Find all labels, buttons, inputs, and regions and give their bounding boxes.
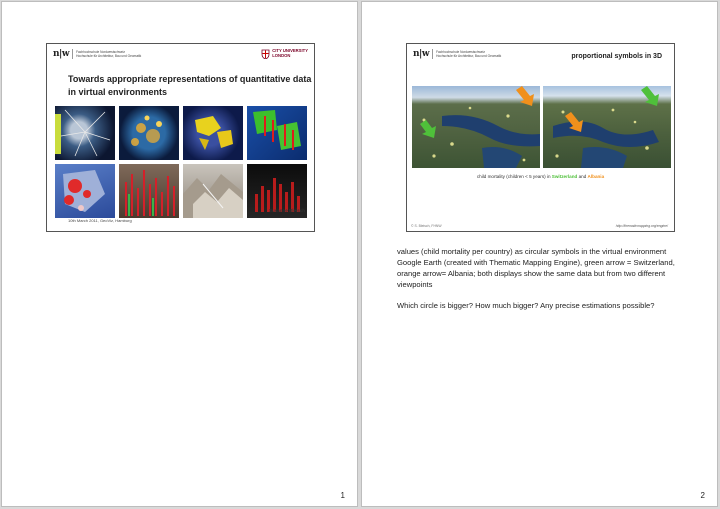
slide-title-line2: in virtual environments bbox=[68, 87, 168, 97]
caption-switzerland: Switzerland bbox=[551, 174, 578, 179]
page-number: 1 bbox=[340, 491, 345, 500]
caption-prefix: child mortality (children < 5 years) in bbox=[476, 174, 552, 179]
thumbnail-map-red-circles bbox=[55, 164, 115, 218]
city-crest-icon bbox=[261, 49, 270, 59]
google-earth-view-1 bbox=[412, 86, 540, 168]
slide-caption bbox=[407, 174, 674, 179]
thumbnail-globe-circles bbox=[119, 106, 179, 160]
fhnw-logo-line1: Fachhochschule Nordwestschweiz bbox=[76, 50, 125, 54]
google-earth-view-2 bbox=[543, 86, 671, 168]
slide-author: Susanne Bleisch bbox=[268, 208, 305, 213]
handout-page-1 bbox=[1, 1, 358, 507]
visualization-thumbnails bbox=[55, 106, 309, 219]
fhnw-logo-line2: Hochschule für Architektur, Bau und Geomatik bbox=[76, 54, 142, 58]
fhnw-logo bbox=[413, 49, 501, 59]
slide-heading: proportional symbols in 3D bbox=[571, 53, 662, 60]
thumbnail-globe-yellow-regions bbox=[183, 106, 243, 160]
proportional-symbols-slide bbox=[406, 43, 675, 232]
page-number: 2 bbox=[700, 491, 705, 500]
slide-date: 10th March 2011, GeoViz, Hamburg bbox=[68, 218, 132, 223]
slide-title-line1: Towards appropriate representations of quantitative data bbox=[68, 74, 312, 84]
notes-paragraph-1: values (child mortality per country) as circular symbols in the virtual environment Google Earth (created with Thematic Mapping Engine), green arrow = Switzerland, orange arrow= Albania; both displays show the same data but from two different viewpoints bbox=[397, 247, 675, 289]
slide-source-link: http://thematicmapping.org/engine/ bbox=[615, 224, 668, 228]
slide-title bbox=[68, 73, 311, 99]
fhnw-logo bbox=[53, 49, 141, 59]
caption-albania: Albania bbox=[587, 174, 605, 179]
fhnw-logo-mark: n|w bbox=[53, 49, 73, 59]
fhnw-logo-mark: n|w bbox=[413, 49, 433, 59]
handout-page-2 bbox=[361, 1, 718, 507]
caption-mid: and bbox=[577, 174, 588, 179]
thumbnail-globe-green-red bbox=[247, 106, 307, 160]
thumbnail-terrain-grey bbox=[183, 164, 243, 218]
switzerland-arrow-icon bbox=[420, 120, 436, 138]
switzerland-arrow-icon bbox=[641, 86, 659, 106]
city-logo-line1: CITY UNIVERSITY bbox=[272, 48, 308, 54]
fhnw-logo-line1: Fachhochschule Nordwestschweiz bbox=[436, 50, 485, 54]
fhnw-logo-line2: Hochschule für Architektur, Bau und Geomatik bbox=[436, 54, 502, 58]
city-logo-line2: LONDON bbox=[272, 53, 291, 58]
notes-paragraph-2: Which circle is bigger? How much bigger? Any precise estimations possible? bbox=[397, 301, 655, 310]
albania-arrow-icon bbox=[516, 86, 534, 106]
title-slide bbox=[46, 43, 315, 232]
slide-copyright: © S. Bleisch, FHNW bbox=[411, 224, 442, 228]
thumbnail-red-bars bbox=[119, 164, 179, 218]
thumbnail-globe-spikes bbox=[55, 106, 115, 160]
city-university-logo bbox=[261, 49, 308, 59]
